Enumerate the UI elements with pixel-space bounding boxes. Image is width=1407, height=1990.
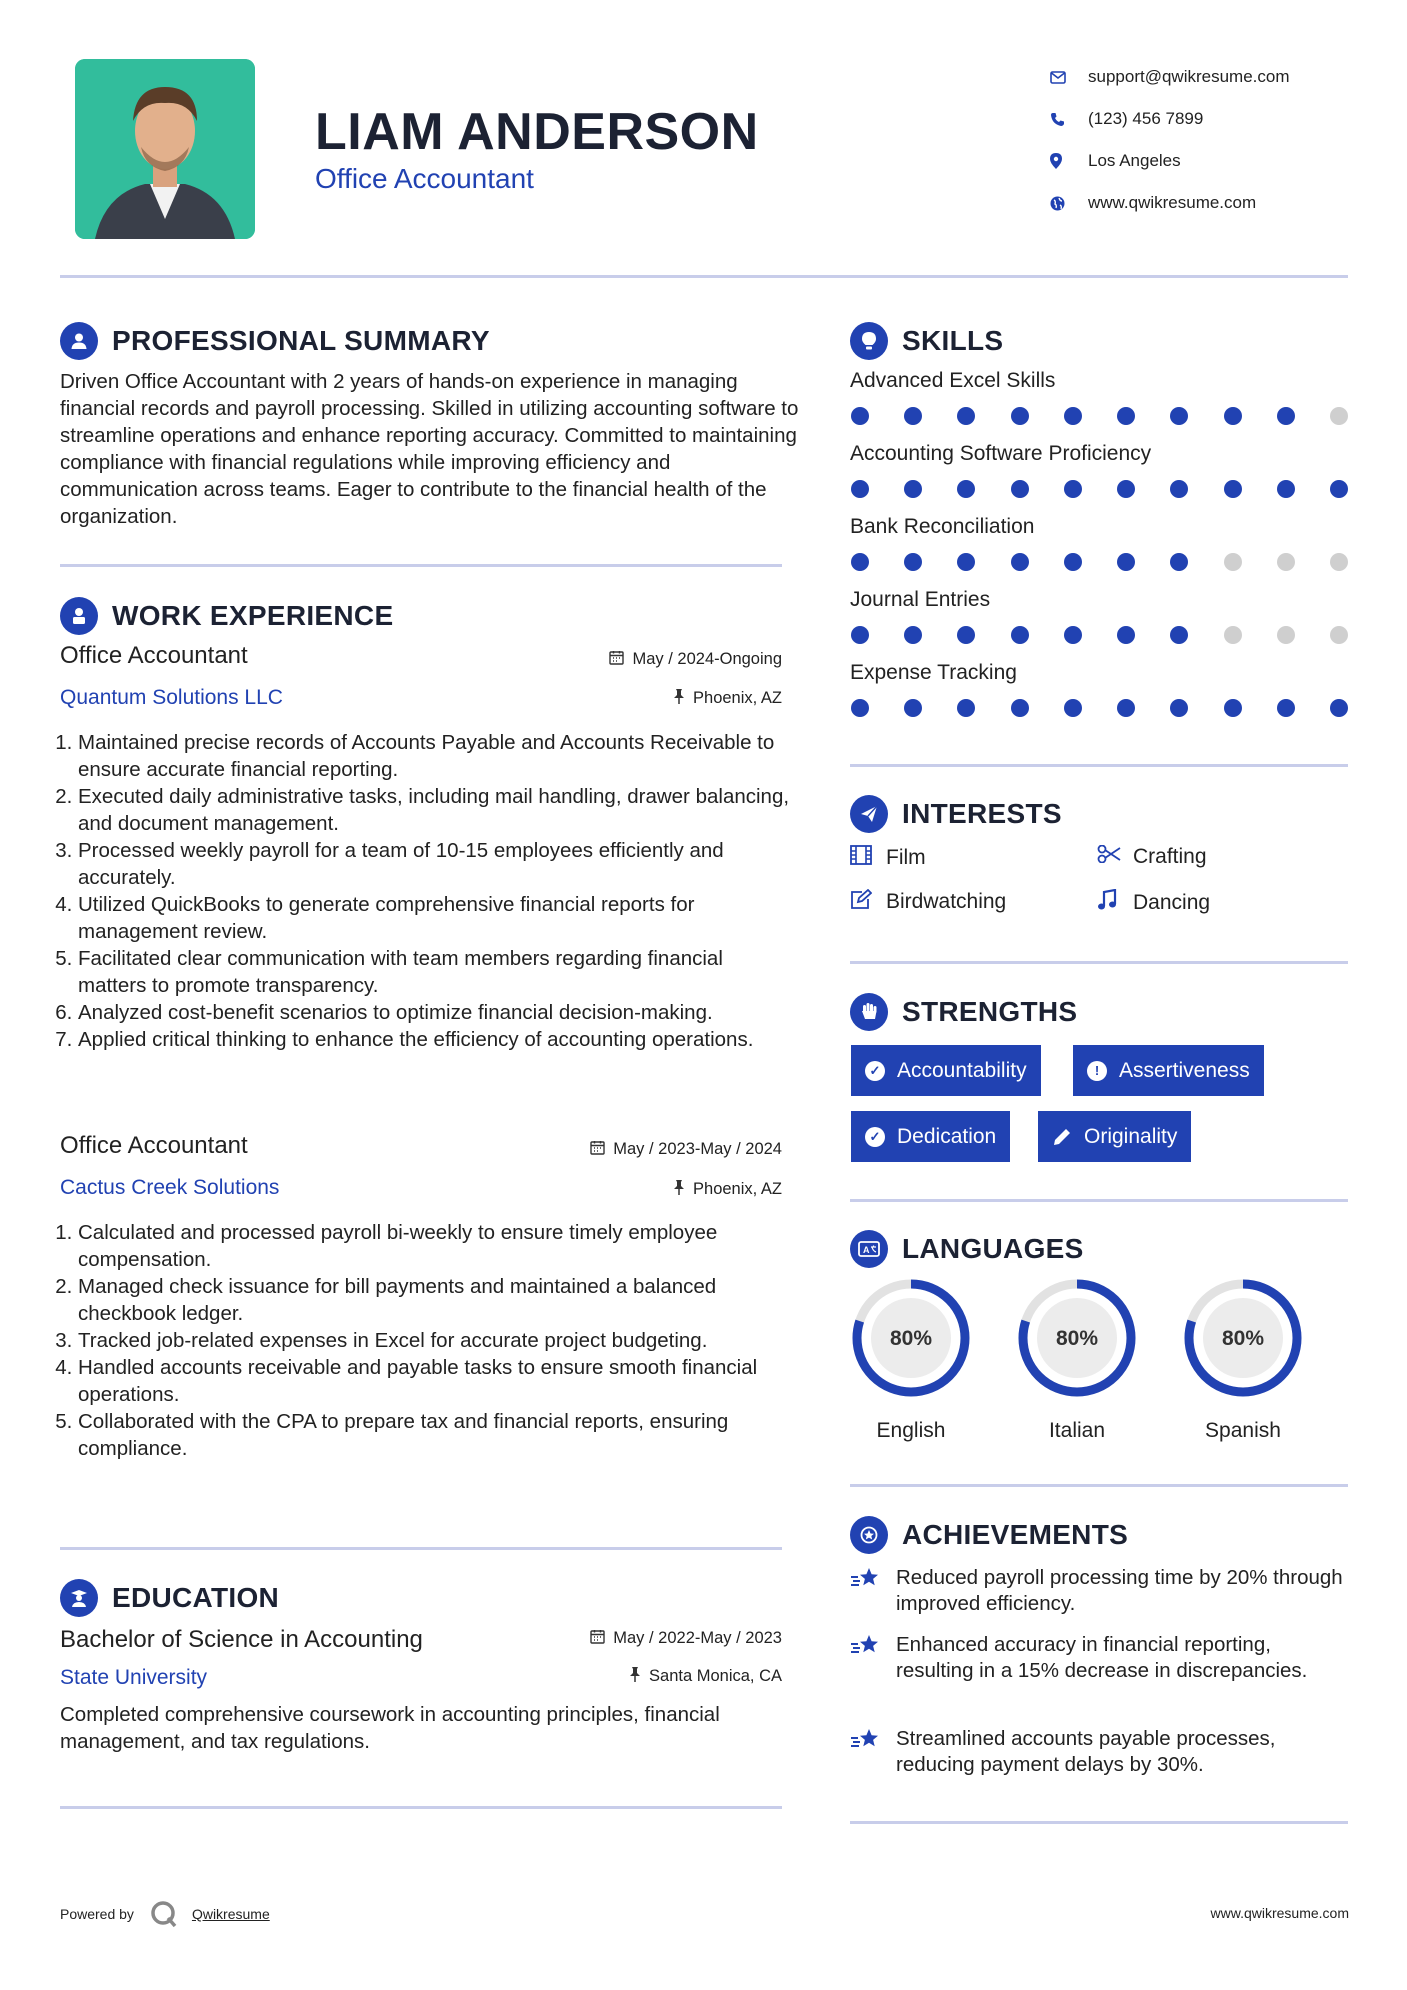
job-1-location: Phoenix, AZ [482, 689, 782, 708]
skill-dot-filled [851, 626, 869, 644]
education-date: May / 2022-May / 2023 [482, 1629, 782, 1648]
interests-divider [850, 961, 1348, 964]
job-bullet: 2. Executed daily administrative tasks, including mail handling, drawer balancing, and document management. [78, 783, 795, 837]
candidate-title: Office Accountant [315, 163, 534, 194]
shooting-star-icon [850, 1726, 896, 1778]
shooting-star-icon [850, 1632, 896, 1684]
language-item [849, 1276, 973, 1443]
qwikresume-logo-icon [150, 1900, 178, 1928]
skill-dot-filled [1064, 626, 1082, 644]
check-circle-icon: ✓ [865, 1127, 885, 1147]
achievement-item [850, 1632, 1348, 1684]
calendar-icon [609, 650, 624, 669]
contact-email[interactable]: support@qwikresume.com [1050, 56, 1350, 98]
skill-name: Journal Entries [850, 588, 991, 611]
education-location: Santa Monica, CA [482, 1667, 782, 1686]
skill-name: Accounting Software Proficiency [850, 442, 1152, 465]
skill-dot-filled [957, 699, 975, 717]
paper-plane-icon [850, 795, 888, 833]
skill-rating [851, 699, 1348, 717]
map-pin-icon [1050, 153, 1088, 169]
skill-dot-filled [904, 480, 922, 498]
education-divider [60, 1806, 782, 1809]
footer-website[interactable]: www.qwikresume.com [1210, 1905, 1349, 1921]
skill-dot-filled [1011, 407, 1029, 425]
profile-photo [75, 59, 255, 239]
achievement-text: Streamlined accounts payable processes, reducing payment delays by 30%. [896, 1727, 1276, 1776]
skill-dot-filled [957, 480, 975, 498]
skill-dot-filled [1224, 699, 1242, 717]
job-bullet: 1. Maintained precise records of Accounts Payable and Accounts Receivable to ensure accurate financial reporting. [78, 729, 795, 783]
skill-dot-filled [957, 626, 975, 644]
skill-dot-filled [1064, 553, 1082, 571]
job-bullet: 5. Facilitated clear communication with team members regarding financial matters to promote transparency. [78, 945, 795, 999]
language-percent: 80% [1055, 1327, 1099, 1350]
language-item [1015, 1276, 1139, 1443]
language-icon [850, 1230, 888, 1268]
skills-heading: SKILLS [850, 322, 1003, 360]
achievement-text: Enhanced accuracy in financial reporting, resulting in a 15% decrease in discrepancies. [896, 1633, 1308, 1682]
skill-dot-filled [1330, 699, 1348, 717]
language-progress-ring [849, 1276, 973, 1400]
skill-dot-filled [1117, 553, 1135, 571]
briefcase-user-icon [60, 597, 98, 635]
skill-rating [851, 553, 1348, 571]
music-icon [1097, 889, 1121, 917]
phone-icon [1050, 112, 1088, 127]
strength-originality: Originality [1038, 1111, 1191, 1162]
languages-heading: A LANGUAGES [850, 1230, 1084, 1268]
skill-dot-filled [1170, 699, 1188, 717]
achievement-item [850, 1565, 1348, 1617]
job-bullet: 3. Tracked job-related expenses in Excel for accurate project budgeting. [78, 1327, 795, 1354]
skill-name: Bank Reconciliation [850, 515, 1035, 538]
pushpin-icon [629, 1667, 641, 1686]
skill-dot-filled [851, 553, 869, 571]
experience-divider [60, 1547, 782, 1550]
check-circle-icon: ✓ [865, 1061, 885, 1081]
job-bullet: 1. Calculated and processed payroll bi-weekly to ensure timely employee compensation. [78, 1219, 795, 1273]
pencil-icon [1052, 1127, 1072, 1147]
contact-location: Los Angeles [1050, 140, 1350, 182]
language-name: Italian [1048, 1419, 1106, 1442]
skill-dot-empty [1330, 407, 1348, 425]
job-bullet: 4. Handled accounts receivable and payable tasks to ensure smooth financial operations. [78, 1354, 795, 1408]
scissors-icon [1097, 845, 1121, 869]
email-icon [1050, 71, 1088, 84]
strength-dedication: ✓ Dedication [851, 1111, 1010, 1162]
skill-dot-filled [1170, 407, 1188, 425]
skill-dot-filled [1064, 480, 1082, 498]
pushpin-icon [673, 1180, 685, 1199]
strengths-divider [850, 1199, 1348, 1202]
star-badge-icon [850, 1516, 888, 1554]
skill-dot-empty [1330, 626, 1348, 644]
skill-dot-filled [1117, 407, 1135, 425]
job-2-bullets [60, 1219, 795, 1462]
user-icon [60, 322, 98, 360]
skill-dot-empty [1224, 553, 1242, 571]
job-1-date: May / 2024-Ongoing [482, 650, 782, 669]
language-name: Spanish [1205, 1419, 1281, 1442]
skill-dot-filled [851, 480, 869, 498]
skill-dot-filled [1011, 480, 1029, 498]
job-2-date: May / 2023-May / 2024 [482, 1140, 782, 1159]
shooting-star-icon [850, 1565, 896, 1617]
contact-website[interactable]: www.qwikresume.com [1050, 182, 1350, 224]
skill-rating [851, 480, 1348, 498]
skill-dot-filled [1330, 480, 1348, 498]
summary-heading: PROFESSIONAL SUMMARY [60, 322, 490, 360]
calendar-icon [590, 1629, 605, 1648]
skill-dot-filled [1277, 480, 1295, 498]
skills-divider [850, 764, 1348, 767]
skill-dot-filled [1011, 626, 1029, 644]
summary-text: Driven Office Accountant with 2 years of hands-on experience in managing financial records and payroll processing. Skilled in utilizing accounting software to streamline operations and enhance reporting accuracy. Committed to maintaining compliance with financial regulations while improving efficiency and communication across teams. Eager to contribute to the financial health of the organization. [60, 370, 799, 528]
skill-rating [851, 626, 1348, 644]
skill-dot-filled [904, 699, 922, 717]
achievement-text: Reduced payroll processing time by 20% through improved efficiency. [896, 1566, 1343, 1615]
lightbulb-icon [850, 322, 888, 360]
language-progress-ring [1181, 1276, 1305, 1400]
edit-icon [850, 889, 874, 915]
skill-dot-filled [904, 553, 922, 571]
education-school: State University [60, 1666, 208, 1689]
globe-icon [1050, 196, 1088, 211]
contact-phone[interactable]: (123) 456 7899 [1050, 98, 1350, 140]
skill-dot-filled [1064, 699, 1082, 717]
pushpin-icon [673, 689, 685, 708]
summary-divider [60, 564, 782, 567]
skill-dot-filled [1011, 699, 1029, 717]
language-percent: 80% [1221, 1327, 1265, 1350]
skill-dot-filled [1117, 480, 1135, 498]
education-degree: Bachelor of Science in Accounting [60, 1626, 423, 1653]
footer-powered-by: Powered by Qwikresume [60, 1900, 270, 1928]
film-icon [850, 845, 874, 871]
skill-dot-filled [1170, 553, 1188, 571]
candidate-name: LIAM ANDERSON [315, 103, 759, 161]
interest-film: Film [850, 845, 926, 871]
skill-dot-filled [957, 553, 975, 571]
skill-dot-filled [904, 407, 922, 425]
education-text: Completed comprehensive coursework in accounting principles, financial management, and tax regulations. [60, 1703, 720, 1753]
achievement-item [850, 1726, 1348, 1778]
job-1-title: Office Accountant [60, 642, 248, 669]
skill-dot-filled [851, 407, 869, 425]
job-bullet: 3. Processed weekly payroll for a team of 10-15 employees efficiently and accurately. [78, 837, 795, 891]
job-bullet: 2. Managed check issuance for bill payments and maintained a balanced checkbook ledger. [78, 1273, 795, 1327]
job-2-company: Cactus Creek Solutions [60, 1176, 280, 1199]
skill-dot-filled [1117, 699, 1135, 717]
job-bullet: 4. Utilized QuickBooks to generate comprehensive financial reports for management review. [78, 891, 795, 945]
skill-dot-filled [904, 626, 922, 644]
achievements-heading: ACHIEVEMENTS [850, 1516, 1128, 1554]
skill-dot-filled [957, 407, 975, 425]
exclamation-circle-icon: ! [1087, 1061, 1107, 1081]
languages-divider [850, 1484, 1348, 1487]
skill-dot-empty [1224, 626, 1242, 644]
interests-heading: INTERESTS [850, 795, 1062, 833]
skill-dot-empty [1277, 626, 1295, 644]
skill-name: Expense Tracking [850, 661, 1017, 684]
job-bullet: 5. Collaborated with the CPA to prepare tax and financial reports, ensuring compliance. [78, 1408, 795, 1462]
job-2-title: Office Accountant [60, 1132, 248, 1159]
skill-dot-filled [1064, 407, 1082, 425]
strength-accountability: ✓ Accountability [851, 1045, 1041, 1096]
skill-dot-empty [1330, 553, 1348, 571]
achievements-divider [850, 1821, 1348, 1824]
strength-assertiveness: ! Assertiveness [1073, 1045, 1264, 1096]
qwikresume-link[interactable]: Qwikresume [191, 1906, 270, 1922]
skill-dot-filled [1117, 626, 1135, 644]
skill-name: Advanced Excel Skills [850, 369, 1056, 392]
interest-crafting: Crafting [1097, 845, 1207, 869]
job-2-location: Phoenix, AZ [482, 1180, 782, 1199]
job-1-company: Quantum Solutions LLC [60, 686, 283, 709]
graduate-icon [60, 1579, 98, 1617]
job-bullet: 6. Analyzed cost-benefit scenarios to optimize financial decision-making. [78, 999, 795, 1026]
skill-dot-filled [1170, 626, 1188, 644]
calendar-icon [590, 1140, 605, 1159]
skill-dot-filled [1224, 407, 1242, 425]
skill-dot-filled [1277, 407, 1295, 425]
language-item [1181, 1276, 1305, 1443]
skill-dot-filled [1277, 699, 1295, 717]
language-percent: 80% [889, 1327, 933, 1350]
contact-info [1050, 56, 1350, 224]
skill-dot-filled [851, 699, 869, 717]
skill-dot-filled [1011, 553, 1029, 571]
language-progress-ring [1015, 1276, 1139, 1400]
interest-dancing: Dancing [1097, 889, 1210, 917]
strengths-heading: STRENGTHS [850, 993, 1077, 1031]
skill-dot-filled [1224, 480, 1242, 498]
skill-rating [851, 407, 1348, 425]
language-name: English [876, 1419, 946, 1442]
skill-dot-filled [1170, 480, 1188, 498]
job-1-bullets [60, 729, 795, 1053]
job-bullet: 7. Applied critical thinking to enhance the efficiency of accounting operations. [78, 1026, 795, 1053]
education-heading: EDUCATION [60, 1579, 279, 1617]
svg-text:A: A [863, 1245, 870, 1255]
fist-icon [850, 993, 888, 1031]
skill-dot-empty [1277, 553, 1295, 571]
header-divider [60, 275, 1348, 278]
experience-heading: WORK EXPERIENCE [60, 597, 393, 635]
interest-birdwatching: Birdwatching [850, 889, 1006, 915]
